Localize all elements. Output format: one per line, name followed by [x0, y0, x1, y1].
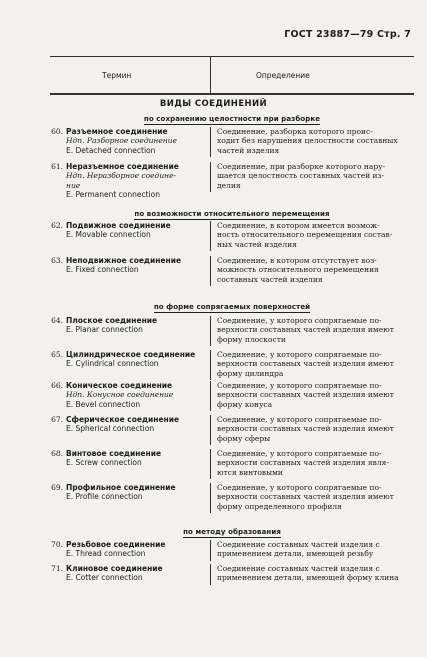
entry-definition: [211, 221, 411, 249]
definition-line: Соединение, у которого сопрягаемые по-: [217, 483, 382, 492]
entry-number: 62.: [51, 221, 63, 230]
entry-definition: [211, 540, 411, 559]
definition-line: верхности составных частей изделия имеют: [217, 424, 394, 434]
entry-number: 70.: [51, 540, 63, 549]
entry-definition: [211, 564, 411, 583]
definition-line: Соединение, при разборке которого нару-: [217, 162, 386, 171]
definition-line: применением детали, имеющей резьбу: [217, 549, 374, 559]
entry-number: 68.: [51, 449, 63, 458]
entry-definition: [211, 350, 411, 378]
definition-line: Соединение составных частей изделия с: [217, 564, 380, 573]
section-title: ВИДЫ СОЕДИНЕНИЙ: [159, 99, 268, 109]
term-english: E. Profile connection: [66, 492, 143, 502]
term-name: Профильное соединение: [66, 483, 176, 492]
entry-definition: [211, 415, 411, 443]
term-name: Коническое соединение: [66, 381, 173, 390]
definition-line: верхности составных частей изделия имеют: [217, 359, 394, 369]
header-term: Термин: [102, 71, 132, 80]
entry-number: 61.: [51, 162, 63, 171]
definition-line: форму сферы: [217, 433, 271, 443]
definition-line: Соединение, у которого сопрягаемые по-: [217, 350, 382, 359]
entry-definition: [211, 162, 411, 190]
term-name: Разъемное соединение: [66, 127, 168, 136]
term-name: Плоское соединение: [66, 316, 158, 325]
entry-term: [66, 221, 196, 240]
entry-term: [66, 162, 196, 200]
term-english: E. Fixed connection: [66, 265, 139, 275]
entry-term: [66, 127, 196, 155]
term-deprecated-synonym: Ндп. Разборное соединение: [66, 136, 177, 146]
definition-line: верхности составных частей изделия явля-: [217, 458, 389, 468]
definition-line: применением детали, имеющей форму клина: [217, 573, 399, 583]
entry-number: 65.: [51, 350, 63, 359]
definition-line: Соединение, в котором имеется возмож-: [217, 221, 380, 230]
entry-number: 69.: [51, 483, 63, 492]
entry-number: 71.: [51, 564, 63, 573]
definition-line: форму конуса: [217, 399, 273, 409]
entry-number: 60.: [51, 127, 63, 136]
definition-line: можность относительного перемещения: [217, 265, 379, 275]
definition-line: ных частей изделия: [217, 239, 297, 249]
term-name: Подвижное соединение: [66, 221, 171, 230]
definition-line: ются винтовыми: [217, 467, 283, 477]
term-english: E. Planar connection: [66, 325, 143, 335]
entry-term: [66, 350, 196, 369]
header-divider: [210, 57, 211, 93]
definition-line: форму определенного профиля: [217, 501, 342, 511]
definition-line: Соединение, разборка которого проис-: [217, 127, 373, 136]
term-english: E. Movable connection: [66, 230, 151, 240]
definition-line: форму цилиндра: [217, 368, 284, 378]
term-english: E. Screw connection: [66, 458, 142, 468]
term-english: E. Permanent connection: [66, 190, 160, 200]
entry-number: 63.: [51, 256, 63, 265]
entry-number: 66.: [51, 381, 63, 390]
term-deprecated-synonym: ние: [66, 180, 81, 190]
definition-line: ходит без нарушения целостности составных: [217, 136, 398, 146]
entry-number: 64.: [51, 316, 63, 325]
entry-definition: [211, 127, 411, 155]
term-name: Сферическое соединение: [66, 415, 180, 424]
definition-line: верхности составных частей изделия имеют: [217, 325, 394, 335]
entry-term: [66, 381, 196, 409]
term-english: E. Cylindrical connection: [66, 359, 159, 369]
definition-line: составных частей изделия: [217, 274, 323, 284]
definition-line: шается целостность составных частей из-: [217, 171, 385, 181]
subsection-title: по сохранению целостности при разборке: [143, 115, 321, 123]
subsection-title: по возможности относительного перемещения: [134, 210, 330, 218]
entry-definition: [211, 381, 411, 409]
entry-definition: [211, 483, 411, 511]
entry-term: [66, 316, 196, 335]
definition-line: ность относительного перемещения состав-: [217, 230, 393, 240]
entry-term: [66, 483, 196, 502]
definition-line: форму плоскости: [217, 334, 286, 344]
entry-term: [66, 415, 196, 434]
definition-line: Соединение, у которого сопрягаемые по-: [217, 316, 382, 325]
entry-term: [66, 540, 196, 559]
document-reference: ГОСТ 23887—79 Стр. 7: [284, 29, 411, 40]
entry-definition: [211, 316, 411, 344]
term-name: Резьбовое соединение: [66, 540, 166, 549]
term-english: E. Thread connection: [66, 549, 146, 559]
definition-line: верхности составных частей изделия имеют: [217, 390, 394, 400]
entry-number: 67.: [51, 415, 63, 424]
entry-definition: [211, 449, 411, 477]
entry-term: [66, 256, 196, 275]
definition-line: Соединение, в котором отсутствует воз-: [217, 256, 377, 265]
term-english: E. Spherical connection: [66, 424, 155, 434]
definition-line: Соединение составных частей изделия с: [217, 540, 380, 549]
definition-line: верхности составных частей изделия имеют: [217, 492, 394, 502]
term-name: Неподвижное соединение: [66, 256, 182, 265]
term-english: E. Bevel connection: [66, 399, 141, 409]
header-definition: Определение: [256, 71, 310, 80]
entry-term: [66, 449, 196, 468]
table-header: [50, 56, 414, 95]
term-name: Винтовое соединение: [66, 449, 162, 458]
entry-definition: [211, 256, 411, 284]
definition-line: Соединение, у которого сопрягаемые по-: [217, 415, 382, 424]
term-name: Неразъемное соединение: [66, 162, 179, 171]
term-english: E. Cotter connection: [66, 573, 143, 583]
definition-line: частей изделия: [217, 145, 280, 155]
definition-line: Соединение, у которого сопрягаемые по-: [217, 449, 382, 458]
term-deprecated-synonym: Ндп. Конусное соединение: [66, 390, 174, 400]
term-name: Клиновое соединение: [66, 564, 163, 573]
entry-term: [66, 564, 196, 583]
term-name: Цилиндрическое соединение: [66, 350, 196, 359]
definition-line: делия: [217, 180, 241, 190]
subsection-title: по методу образования: [183, 528, 281, 536]
subsection-title: по форме сопрягаемых поверхностей: [153, 303, 311, 311]
term-english: E. Detached connection: [66, 145, 156, 155]
definition-line: Соединение, у которого сопрягаемые по-: [217, 381, 382, 390]
term-deprecated-synonym: Ндп. Неразборное соедине-: [66, 171, 177, 181]
